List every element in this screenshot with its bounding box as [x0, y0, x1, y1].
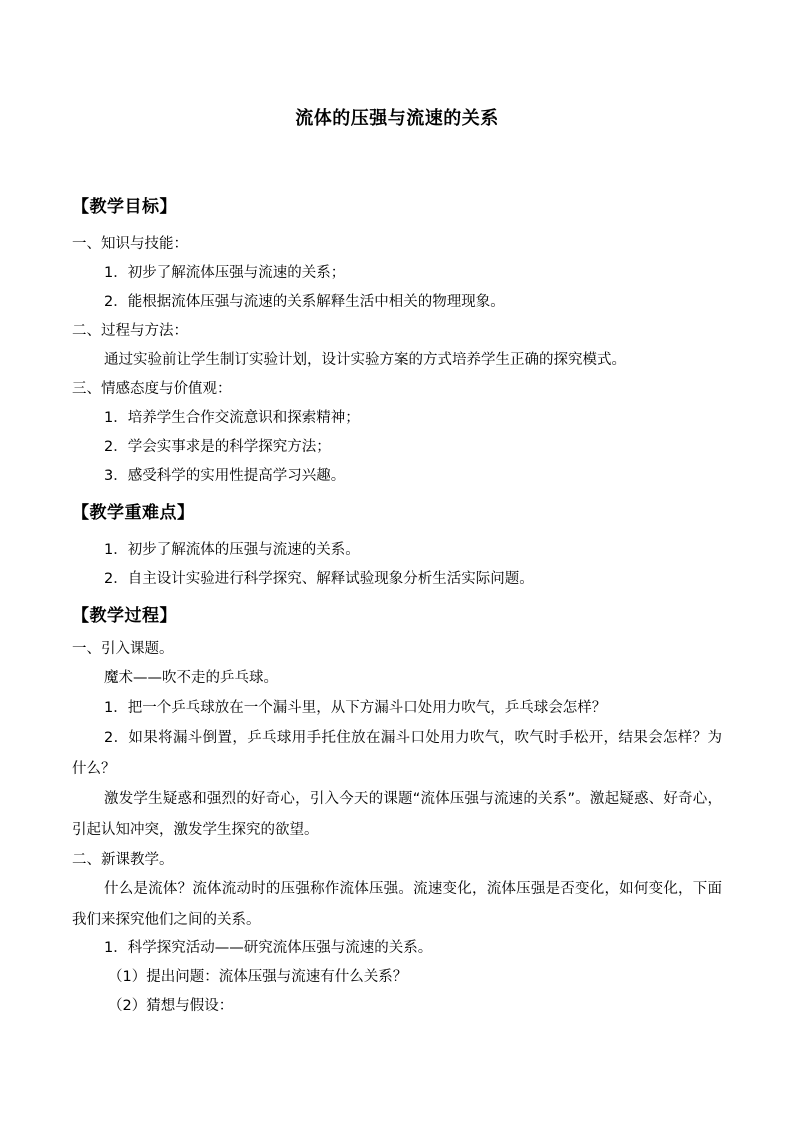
objectives-item: 二、过程与方法： — [72, 323, 188, 339]
process-paragraph: 激发学生疑惑和强烈的好奇心，引入今天的课题“流体压强与流速的关系”。激起疑惑、好奇心，引起认知冲突，激发学生探究的欲望。 — [72, 791, 722, 838]
process-item: 二、新课教学。 — [72, 852, 174, 868]
key-points-item: 1．初步了解流体的压强与流速的关系。 — [104, 542, 360, 558]
objectives-item: 2．学会实事求是的科学探究方法； — [104, 439, 331, 455]
process-item: 一、引入课题。 — [72, 641, 174, 657]
process-paragraph: 2．如果将漏斗倒置，乒乓球用手托住放在漏斗口处用力吹气，吹气时手松开，结果会怎样？为什么？ — [72, 730, 722, 777]
process-paragraph: 什么是流体？流体流动时的压强称作流体压强。流速变化，流体压强是否变化，如何变化，下面我们来探究他们之间的关系。 — [72, 881, 722, 928]
objectives-heading: 【教学目标】 — [72, 197, 177, 217]
objectives-item: 2．能根据流体压强与流速的关系解释生活中相关的物理现象。 — [104, 294, 505, 310]
process-heading: 【教学过程】 — [72, 606, 177, 626]
objectives-item: 三、情感态度与价值观： — [72, 381, 232, 397]
process-item: 1．把一个乒乓球放在一个漏斗里，从下方漏斗口处用力吹气，乒乓球会怎样？ — [104, 700, 607, 716]
process-item: （1）提出问题：流体压强与流速有什么关系？ — [108, 969, 408, 985]
key-points-heading: 【教学重难点】 — [72, 503, 195, 523]
process-item: 魔术——吹不走的乒乓球。 — [104, 670, 278, 686]
objectives-item: 1．初步了解流体压强与流速的关系； — [104, 265, 346, 281]
objectives-item: 1．培养学生合作交流意识和探索精神； — [104, 410, 360, 426]
document-title: 流体的压强与流速的关系 — [295, 108, 499, 129]
objectives-item: 一、知识与技能： — [72, 236, 188, 252]
process-item: 1．科学探究活动——研究流体压强与流速的关系。 — [104, 940, 433, 956]
process-item: （2）猜想与假设： — [108, 998, 234, 1014]
objectives-item: 3．感受科学的实用性提高学习兴趣。 — [104, 468, 346, 484]
key-points-item: 2．自主设计实验进行科学探究、解释试验现象分析生活实际问题。 — [104, 571, 534, 587]
objectives-item: 通过实验前让学生制订实验计划，设计实验方案的方式培养学生正确的探究模式。 — [104, 352, 626, 368]
